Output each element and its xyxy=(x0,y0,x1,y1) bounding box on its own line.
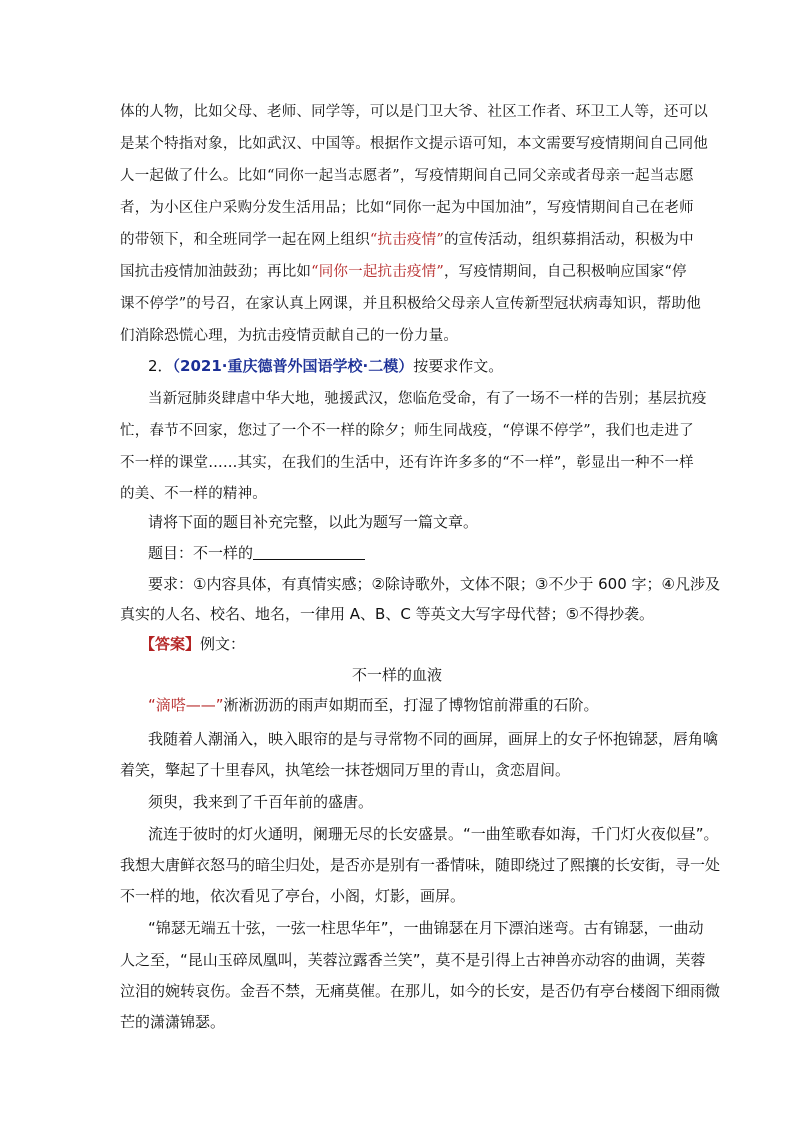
prev-answer-line-8: 们消除恐慌心理，为抗击疫情贡献自己的一份力量。 xyxy=(120,328,459,344)
essay-p1: “滴嗒——”淅淅沥沥的雨声如期而至，打湿了博物馆前滞重的石阶。 xyxy=(148,696,599,714)
question-instruction: 按要求作文。 xyxy=(413,357,504,375)
prompt-line-1: 当新冠肺炎肆虐中华大地，驰援武汉，您临危受命，有了一场不一样的告别；基层抗疫 xyxy=(148,391,707,407)
prompt-line-2: 忙，春节不回家，您过了一个不一样的除夕；师生同战疫，“停课不停学”，我们也走进了 xyxy=(120,423,694,439)
essay-p4-line-3: 不一样的地，依次看见了亭台，小阁，灯影，画屏。 xyxy=(120,887,466,905)
prompt-line-4: 的美、不一样的精神。 xyxy=(120,486,267,502)
requirements-line-1: 要求：①内容具体，有真情实感；②除诗歌外，文体不限；③不少于 600 字；④凡涉及 xyxy=(148,575,720,593)
prev-answer-line-1: 体的人物，比如父母、老师、同学等，可以是门卫大爷、社区工作者、环卫工人等，还可以 xyxy=(120,104,708,120)
essay-p2-line-2: 着笑，擎起了十里春风，执笔绘一抹苍烟同万里的青山，贪恋眉间。 xyxy=(120,761,571,779)
highlight-phrase: “抗击疫情” xyxy=(369,232,444,248)
essay-p5-line-2: 人之至，“昆山玉碎凤凰叫，芙蓉泣露香兰笑”，莫不是引得上古神兽亦动容的曲调，芙蓉 xyxy=(120,951,706,969)
essay-p3: 须臾，我来到了千百年前的盛唐。 xyxy=(148,793,374,811)
requirements-line-2: 真实的人名、校名、地名，一律用 A、B、C 等英文大写字母代替；⑤不得抄袭。 xyxy=(120,605,655,623)
prev-answer-line-5: 的带领下，和全班同学一起在网上组织“抗击疫情”的宣传活动，组织募捐活动，积极为中 xyxy=(120,232,694,248)
answer-label: 例文： xyxy=(200,635,246,653)
essay-p5-line-4: 芒的潇潇锦瑟。 xyxy=(120,1013,226,1031)
essay-p5-line-1: “锦瑟无端五十弦，一弦一柱思华年”，一曲锦瑟在月下漂泊迷弯。古有锦瑟，一曲动 xyxy=(148,919,704,937)
title-prompt: 题目：不一样的 xyxy=(148,543,708,563)
question-source: （2021·重庆德普外国语学校·二模） xyxy=(172,357,414,375)
title-blank xyxy=(253,545,365,560)
answer-tag: 【答案】 xyxy=(140,635,201,653)
essay-title: 不一样的血液 xyxy=(351,666,442,684)
prev-answer-line-3: 人一起做了什么。比如“同你一起当志愿者”，写疫情期间自己同父亲或者母亲一起当志愿 xyxy=(120,168,694,184)
prev-answer-line-2: 是某个特指对象，比如武汉、中国等。根据作文提示语可知，本文需要写疫情期间自己同他 xyxy=(120,136,708,152)
task-text: 请将下面的题目补充完整，以此为题写一篇文章。 xyxy=(148,513,479,531)
question-header xyxy=(148,356,708,376)
prompt-line-3: 不一样的课堂……其实，在我们的生活中，还有许许多多的“不一样”，彰显出一种不一样 xyxy=(120,455,694,471)
prev-answer-line-7: 课不停学”的号召，在家认真上网课，并且积极给父母亲人宣传新型冠状病毒知识，帮助他 xyxy=(120,296,701,312)
answer-header xyxy=(140,634,700,654)
essay-p4-line-1: 流连于彼时的灯火通明，阑珊无尽的长安盛景。“一曲笙歌春如海，千门灯火夜似昼”。 xyxy=(148,825,719,843)
prev-answer-line-6: 国抗击疫情加油鼓劲；再比如“同你一起抗击疫情”，写疫情期间，自己积极响应国家“停 xyxy=(120,264,687,280)
highlight-phrase: “同你一起抗击疫情” xyxy=(311,264,444,280)
essay-p5-line-3: 泣泪的婉转哀伤。金吾不禁，无痛莫催。在那儿，如今的长安，是否仍有亭台楼阁下细雨微 xyxy=(120,982,721,1000)
question-number: 2． xyxy=(148,357,173,375)
essay-p1-quote: “滴嗒——” xyxy=(148,696,224,714)
prev-answer-line-4: 者，为小区住户采购分发生活用品；比如“同你一起为中国加油”，写疫情期间自己在老师 xyxy=(120,200,694,216)
essay-p2-line-1: 我随着人潮涌入，映入眼帘的是与寻常物不同的画屏，画屏上的女子怀抱锦瑟，唇角噙 xyxy=(148,730,719,748)
essay-p4-line-2: 我想大唐鲜衣怒马的暗尘归处，是否亦是别有一番情味，随即绕过了熙攘的长安街，寻一处 xyxy=(120,856,721,874)
